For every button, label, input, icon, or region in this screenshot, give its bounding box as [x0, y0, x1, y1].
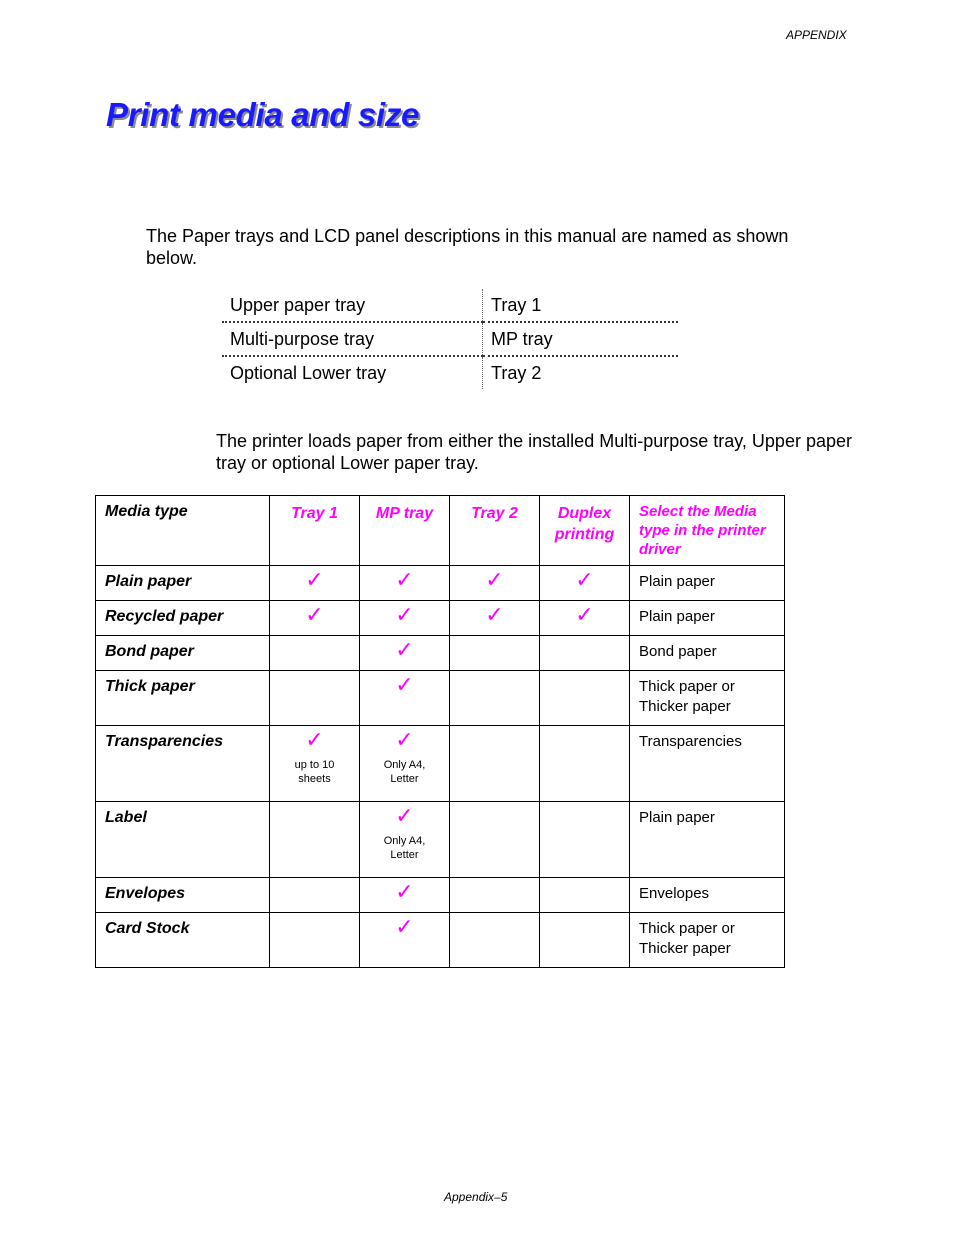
check-icon: ✓ [395, 914, 414, 939]
support-cell-tray2 [450, 671, 540, 726]
media-row [96, 802, 785, 878]
support-cell-tray2 [450, 913, 540, 968]
support-cell-mp-tray [360, 671, 450, 726]
media-type-name: Recycled paper [96, 601, 270, 636]
tray-name-row [222, 289, 678, 322]
support-cell-tray2 [450, 878, 540, 913]
driver-media-type [630, 878, 785, 913]
driver-media-line: Envelopes [639, 885, 710, 902]
check-icon: ✓ [485, 602, 504, 627]
support-cell-duplex [540, 913, 630, 968]
check-icon: ✓ [395, 879, 414, 904]
media-type-name: Bond paper [96, 636, 270, 671]
check-icon: ✓ [305, 602, 324, 627]
support-cell-tray2 [450, 636, 540, 671]
support-cell-duplex [540, 566, 630, 601]
driver-media-type [630, 802, 785, 878]
media-row [96, 878, 785, 913]
support-cell-tray1 [270, 601, 360, 636]
header-driver-media-type: Select the Media type in the printer driver [630, 496, 785, 566]
driver-media-type [630, 636, 785, 671]
check-icon: ✓ [575, 602, 594, 627]
header-mp-tray: MP tray [360, 496, 450, 566]
support-cell-tray1 [270, 566, 360, 601]
support-cell-tray2 [450, 566, 540, 601]
support-cell-tray2 [450, 601, 540, 636]
support-cell-tray1 [270, 671, 360, 726]
support-cell-duplex [540, 636, 630, 671]
media-table-header-row [96, 496, 785, 566]
tray-full-name: Multi-purpose tray [222, 322, 483, 356]
media-type-name: Plain paper [96, 566, 270, 601]
media-type-name: Card Stock [96, 913, 270, 968]
support-note-line: up to 10 [294, 759, 335, 771]
driver-media-type [630, 601, 785, 636]
media-type-name: Thick paper [96, 671, 270, 726]
support-cell-duplex [540, 601, 630, 636]
support-cell-mp-tray [360, 636, 450, 671]
tray-names-table [222, 289, 678, 389]
support-cell-tray1 [270, 636, 360, 671]
page-title: Print media and size [106, 96, 420, 133]
support-cell-tray1 [270, 802, 360, 878]
support-cell-duplex [540, 802, 630, 878]
support-note-line: Only A4, [383, 835, 426, 847]
support-cell-duplex [540, 726, 630, 802]
tray-name-row [222, 356, 678, 389]
driver-media-line: Thicker paper [639, 940, 731, 957]
media-type-name: Transparencies [96, 726, 270, 802]
header-media-type: Media type [96, 496, 270, 566]
driver-media-type [630, 671, 785, 726]
tray-full-name: Optional Lower tray [222, 356, 483, 389]
support-cell-tray1 [270, 726, 360, 802]
loads-paragraph: The printer loads paper from either the installed Multi-purpose tray, Upper paper tray or optional Lower paper tray. [216, 431, 852, 473]
support-cell-mp-tray [360, 913, 450, 968]
check-icon: ✓ [395, 637, 414, 662]
media-row [96, 913, 785, 968]
support-cell-mp-tray [360, 802, 450, 878]
check-icon: ✓ [395, 602, 414, 627]
driver-media-line: Transparencies [639, 733, 742, 750]
driver-media-line: Thick paper or [639, 920, 735, 937]
tray-short-label: Tray 2 [491, 363, 542, 383]
support-note-line: Only A4, [383, 759, 426, 771]
driver-media-line: Thick paper or [639, 678, 735, 695]
header-tray1: Tray 1 [270, 496, 360, 566]
support-cell-tray2 [450, 726, 540, 802]
driver-media-type [630, 566, 785, 601]
support-cell-tray1 [270, 878, 360, 913]
support-cell-mp-tray [360, 878, 450, 913]
check-icon: ✓ [485, 567, 504, 592]
support-cell-tray2 [450, 802, 540, 878]
media-row [96, 601, 785, 636]
support-note [360, 834, 449, 862]
tray-name-row [222, 322, 678, 356]
check-icon: ✓ [305, 727, 324, 752]
media-row [96, 726, 785, 802]
driver-media-line: Plain paper [639, 809, 715, 826]
tray-full-name: Upper paper tray [222, 289, 483, 322]
driver-media-line: Plain paper [639, 608, 715, 625]
tray-short-label: MP tray [483, 322, 679, 356]
check-icon: ✓ [395, 803, 414, 828]
support-note [270, 758, 359, 786]
support-cell-duplex [540, 878, 630, 913]
footer-page-number: Appendix–5 [444, 1190, 508, 1204]
media-type-name: Envelopes [96, 878, 270, 913]
media-type-table [95, 495, 785, 968]
header-tray2: Tray 2 [450, 496, 540, 566]
driver-media-line: Thicker paper [639, 698, 731, 715]
media-type-name: Label [96, 802, 270, 878]
driver-media-type [630, 726, 785, 802]
driver-media-line: Plain paper [639, 573, 715, 590]
intro-paragraph: The Paper trays and LCD panel descriptions in this manual are named as shown below. [146, 226, 789, 268]
header-duplex-printing: Duplex printing [540, 496, 630, 566]
media-table-body [96, 566, 785, 968]
support-note [360, 758, 449, 786]
media-row [96, 566, 785, 601]
support-cell-mp-tray [360, 726, 450, 802]
driver-media-line: Bond paper [639, 643, 717, 660]
support-cell-duplex [540, 671, 630, 726]
media-row [96, 636, 785, 671]
support-cell-mp-tray [360, 601, 450, 636]
check-icon: ✓ [395, 672, 414, 697]
header-section-label: APPENDIX [786, 28, 847, 42]
driver-media-type [630, 913, 785, 968]
check-icon: ✓ [575, 567, 594, 592]
tray-short-label: Tray 1 [483, 289, 679, 322]
support-cell-mp-tray [360, 566, 450, 601]
check-icon: ✓ [395, 727, 414, 752]
check-icon: ✓ [305, 567, 324, 592]
check-icon: ✓ [395, 567, 414, 592]
support-note-line: Letter [390, 773, 419, 785]
support-cell-tray1 [270, 913, 360, 968]
support-note-line: sheets [298, 773, 331, 785]
media-row [96, 671, 785, 726]
support-note-line: Letter [390, 849, 419, 861]
